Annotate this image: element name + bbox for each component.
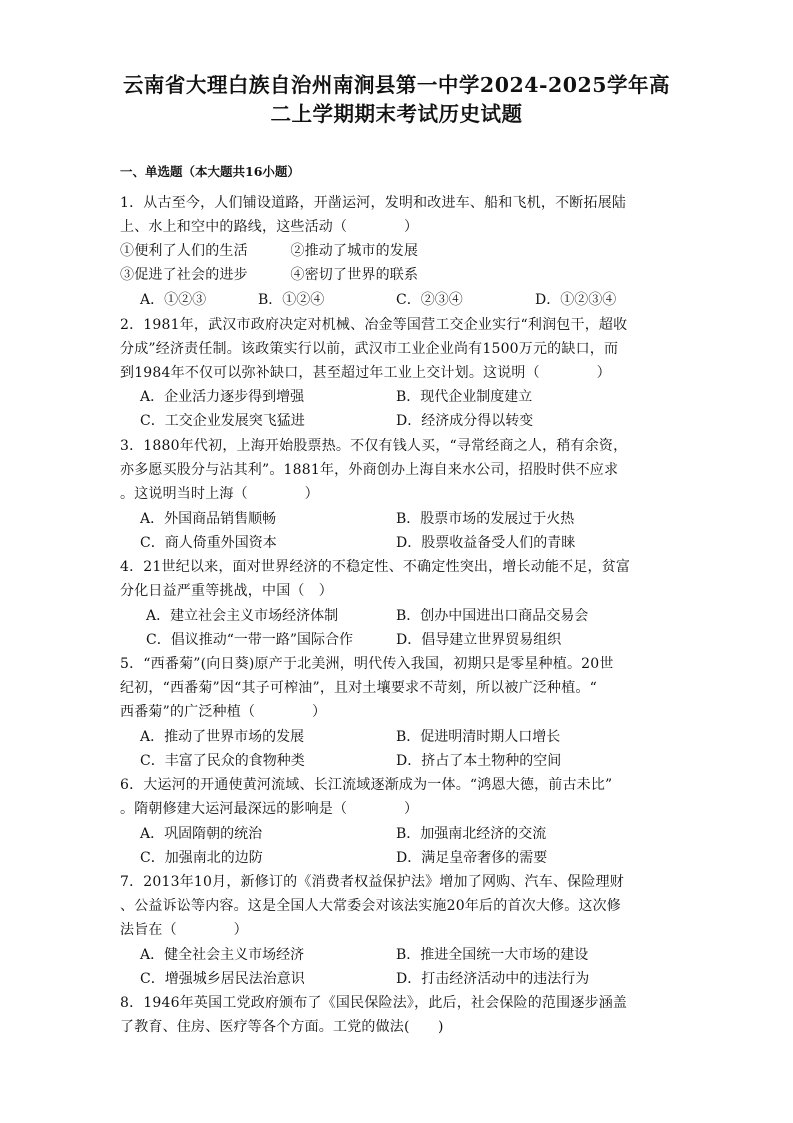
- question-2-option-c: C．工交企业发展突飞猛进: [140, 413, 305, 429]
- question-3-line-1: 3．1880年代初，上海开始股票热。不仅有钱人买，“寻常经商之人，稍有余资，: [120, 438, 628, 454]
- question-5-line-2: 纪初，“西番菊”因“其子可榨油”，且对土壤要求不苛刻，所以被广泛种植。“: [120, 680, 597, 696]
- question-7-option-d: D．打击经济活动中的违法行为: [396, 971, 590, 987]
- question-4-option-c: C．倡议推动“一带一路”国际合作: [146, 632, 354, 648]
- question-6-option-a: A．巩固隋朝的统治: [140, 826, 263, 842]
- question-1-option-a: A．①②③: [140, 292, 207, 308]
- question-2-line-3: 到1984年不仅可以弥补缺口，甚至超过年工业上交计划。这说明（ ）: [120, 365, 611, 381]
- question-3-option-a: A．外国商品销售顺畅: [140, 511, 277, 527]
- question-3-line-2: 亦多愿买股分与沾其利”。1881年，外商创办上海自来水公司，招股时供不应求: [120, 462, 619, 478]
- question-6-option-c: C．加强南北的边防: [140, 850, 263, 866]
- question-1-line-1: 1．从古至今，人们铺设道路，开凿运河，发明和改进车、船和飞机，不断拓展陆: [120, 195, 627, 211]
- question-4-option-b: B．创办中国进出口商品交易会: [396, 608, 589, 624]
- question-1-option-c: C．②③④: [396, 292, 463, 308]
- question-5-line-3: 西番菊”的广泛种植（ ）: [120, 704, 327, 720]
- question-7-option-c: C．增强城乡居民法治意识: [140, 971, 305, 987]
- question-1-option-b: B．①②④: [258, 292, 325, 308]
- question-2-line-2: 分成”经济责任制。该政策实行以前，武汉市工业企业尚有1500万元的缺口，而: [120, 341, 619, 357]
- question-6-line-2: 。隋朝修建大运河最深远的影响是（ ）: [120, 801, 419, 817]
- question-5-line-1: 5．“西番菊”(向日葵)原产于北美洲，明代传入我国，初期只是零星种植。20世: [120, 656, 614, 672]
- question-6-option-d: D．满足皇帝奢侈的需要: [396, 850, 548, 866]
- question-3-option-c: C．商人倚重外国资本: [140, 535, 277, 551]
- question-6-line-1: 6．大运河的开通使黄河流域、长江流域逐渐成为一体。“鸿恩大德，前古未比”: [120, 777, 613, 793]
- question-5-option-c: C．丰富了民众的食物种类: [140, 753, 305, 769]
- question-2-option-d: D．经济成分得以转变: [396, 413, 534, 429]
- question-2-line-1: 2．1981年，武汉市政府决定对机械、冶金等国营工交企业实行“利润包干，超收: [120, 317, 628, 333]
- question-3-option-d: D．股票收益备受人们的青睐: [396, 535, 576, 551]
- question-7-option-a: A．健全社会主义市场经济: [140, 947, 305, 963]
- question-1-statement-2: ③促进了社会的进步 ④密切了世界的联系: [120, 267, 419, 283]
- question-3-option-b: B．股票市场的发展过于火热: [396, 511, 575, 527]
- question-5-option-b: B．促进明清时期人口增长: [396, 729, 561, 745]
- question-1-line-2: 上、水上和空中的路线，这些活动（ ）: [120, 219, 419, 235]
- question-7-line-2: 、公益诉讼等内容。这是全国人大常委会对该法实施20年后的首次大修。这次修: [120, 898, 622, 914]
- question-3-line-3: 。这说明当时上海（ ）: [120, 486, 319, 502]
- question-5-option-a: A．推动了世界市场的发展: [140, 729, 305, 745]
- section-heading: 一、单选题（本大题共16小题）: [120, 164, 300, 179]
- question-1-option-d: D．①②③④: [535, 292, 617, 308]
- question-7-line-3: 法旨在（ ）: [120, 922, 248, 938]
- question-7-line-1: 7．2013年10月，新修订的《消费者权益保护法》增加了网购、汽车、保险理财: [120, 874, 624, 890]
- question-2-option-a: A．企业活力逐步得到增强: [140, 389, 305, 405]
- question-4-line-2: 分化日益严重等挑战，中国（ ）: [120, 583, 333, 599]
- question-4-line-1: 4．21世纪以来，面对世界经济的不稳定性、不确定性突出，增长动能不足，贫富: [120, 559, 631, 575]
- question-2-option-b: B．现代企业制度建立: [396, 389, 533, 405]
- question-8-line-2: 了教育、住房、医疗等各个方面。工党的做法( ): [120, 1019, 444, 1035]
- document-title-line-2: 二上学期期末考试历史试题: [270, 102, 523, 126]
- question-8-line-1: 8．1946年英国工党政府颁布了《国民保险法》，此后，社会保险的范围逐步涵盖: [120, 995, 628, 1011]
- question-1-statement-1: ①便利了人们的生活 ②推动了城市的发展: [120, 243, 419, 259]
- question-4-option-a: A．建立社会主义市场经济体制: [146, 608, 339, 624]
- document-title-line-1: 云南省大理白族自治州南涧县第一中学2024-2025学年高: [122, 73, 671, 97]
- question-7-option-b: B．推进全国统一大市场的建设: [396, 947, 589, 963]
- question-5-option-d: D．挤占了本土物种的空间: [396, 753, 562, 769]
- question-6-option-b: B．加强南北经济的交流: [396, 826, 547, 842]
- question-4-option-d: D．倡导建立世界贸易组织: [396, 632, 562, 648]
